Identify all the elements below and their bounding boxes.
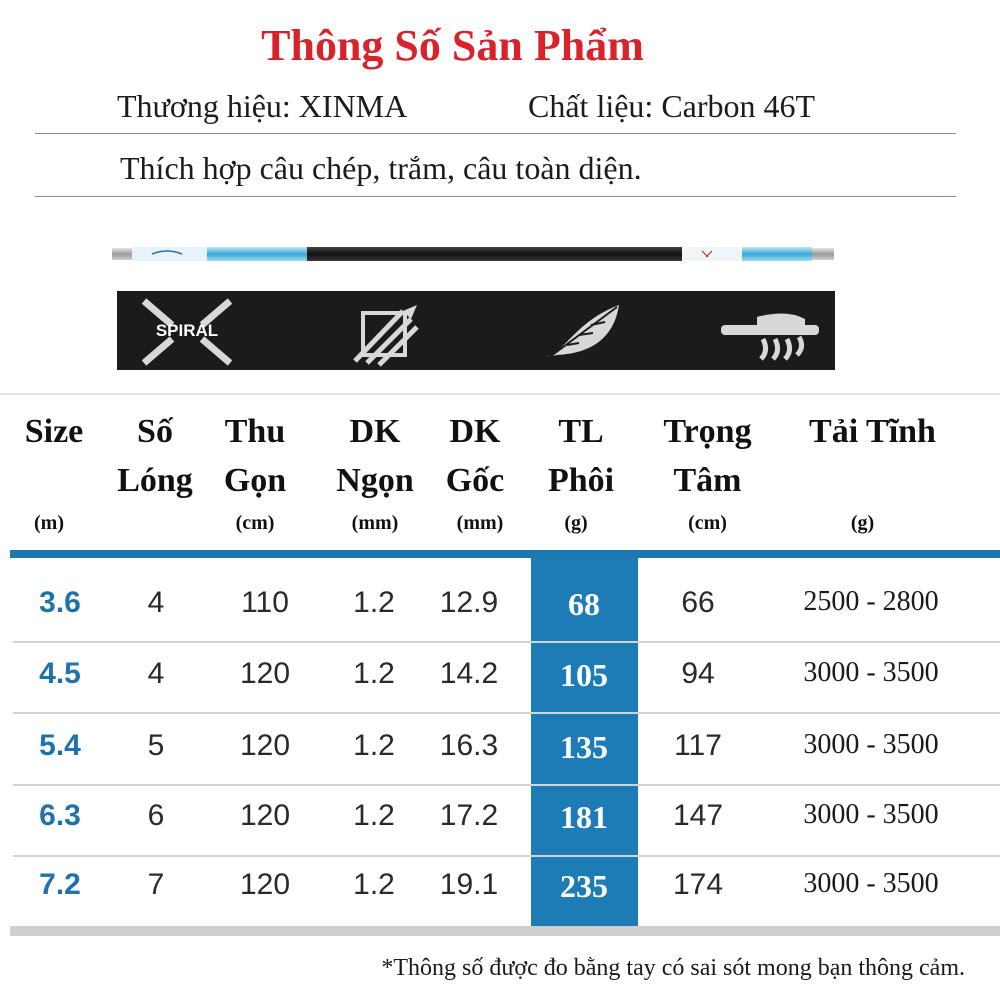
- cell-collapsed: 110: [241, 586, 289, 619]
- fishing-rod-image: [112, 244, 834, 264]
- cell-collapsed: 120: [239, 799, 291, 832]
- row-divider: [13, 641, 1000, 643]
- cell-blank-weight: 135: [560, 729, 608, 765]
- header-collapsed-2: Gọn: [223, 462, 287, 499]
- cell-tip-diameter: 1.2: [353, 729, 395, 762]
- row-divider: [13, 712, 1000, 714]
- header-blank-weight-unit: (g): [564, 512, 588, 534]
- header-butt-diameter: DK: [449, 413, 501, 450]
- header-blank-weight: TL: [558, 413, 604, 450]
- cell-butt-diameter: 19.1: [439, 868, 499, 901]
- header-static-load: Tải Tĩnh: [809, 413, 936, 450]
- cell-balance-point: 66: [681, 586, 715, 619]
- cell-collapsed: 120: [239, 868, 291, 901]
- cell-balance-point: 147: [672, 799, 724, 832]
- cell-tip-diameter: 1.2: [353, 657, 395, 690]
- header-blank-weight-2: Phôi: [547, 462, 615, 499]
- cell-tip-diameter: 1.2: [353, 586, 395, 619]
- cell-static-load: 3000 - 3500: [803, 729, 939, 760]
- header-segments: Số: [137, 413, 173, 450]
- cell-blank-weight: 181: [560, 799, 608, 835]
- header-static-load-unit: (g): [850, 512, 875, 534]
- cell-blank-weight: 105: [560, 657, 608, 693]
- spiral-text: SPIRAL: [155, 321, 219, 340]
- cell-blank-weight: 235: [560, 868, 608, 904]
- hand-grip-icon: [717, 291, 827, 370]
- header-balance-point-2: Tâm: [673, 462, 742, 499]
- cell-size: 7.2: [39, 868, 81, 901]
- cell-size: 3.6: [39, 586, 81, 619]
- material-label: Chất liệu: Carbon 46T: [528, 88, 816, 124]
- header-tip-diameter-unit: (mm): [351, 512, 399, 534]
- cell-tip-diameter: 1.2: [353, 799, 395, 832]
- header-collapsed-unit: (cm): [235, 512, 275, 534]
- suitability-label: Thích hợp câu chép, trắm, câu toàn diện.: [120, 150, 642, 186]
- header-segments-2: Lóng: [117, 462, 193, 499]
- brand-label: Thương hiệu: XINMA: [117, 88, 408, 124]
- row-divider: [13, 855, 1000, 857]
- cell-segments: 4: [147, 657, 165, 690]
- row-divider: [13, 784, 1000, 786]
- feature-banner: [117, 291, 835, 370]
- header-size: Size: [24, 413, 84, 450]
- cell-size: 6.3: [39, 799, 81, 832]
- cell-segments: 6: [147, 799, 165, 832]
- table-bottom-band: [10, 926, 1000, 936]
- cell-segments: 7: [147, 868, 165, 901]
- arrow-target-icon: [345, 291, 435, 370]
- cell-blank-weight: 68: [568, 586, 600, 622]
- cell-butt-diameter: 12.9: [439, 586, 499, 619]
- cell-static-load: 3000 - 3500: [803, 799, 939, 830]
- cell-butt-diameter: 14.2: [439, 657, 499, 690]
- header-tip-diameter: DK: [349, 413, 401, 450]
- divider: [35, 196, 956, 197]
- cell-butt-diameter: 16.3: [439, 729, 499, 762]
- cell-size: 4.5: [39, 657, 81, 690]
- cell-static-load: 3000 - 3500: [803, 657, 939, 688]
- cell-collapsed: 120: [239, 729, 291, 762]
- cell-balance-point: 174: [672, 868, 724, 901]
- cell-collapsed: 120: [239, 657, 291, 690]
- feather-icon: [537, 291, 627, 370]
- header-underline: [10, 550, 1000, 558]
- header-collapsed: Thu: [224, 413, 286, 450]
- cell-size: 5.4: [39, 729, 81, 762]
- table-top-rule: [0, 393, 1000, 395]
- cell-segments: 5: [147, 729, 165, 762]
- header-tip-diameter-2: Ngọn: [336, 462, 414, 499]
- cell-static-load: 2500 - 2800: [803, 586, 939, 617]
- cell-segments: 4: [147, 586, 165, 619]
- cell-balance-point: 94: [681, 657, 715, 690]
- footnote: *Thông số được đo bằng tay có sai sót mong bạn thông cảm.: [381, 955, 965, 981]
- header-balance-point: Trọng: [663, 413, 752, 450]
- header-size-unit: (m): [34, 512, 64, 534]
- page-title: Thông Số Sản Phẩm: [261, 21, 644, 70]
- divider: [35, 133, 956, 134]
- cell-butt-diameter: 17.2: [439, 799, 499, 832]
- spiral-x-icon: [132, 291, 242, 370]
- header-butt-diameter-unit: (mm): [456, 512, 504, 534]
- header-butt-diameter-2: Gốc: [445, 462, 505, 499]
- cell-balance-point: 117: [674, 729, 722, 762]
- header-balance-point-unit: (cm): [688, 512, 727, 534]
- cell-tip-diameter: 1.2: [353, 868, 395, 901]
- cell-static-load: 3000 - 3500: [803, 868, 939, 899]
